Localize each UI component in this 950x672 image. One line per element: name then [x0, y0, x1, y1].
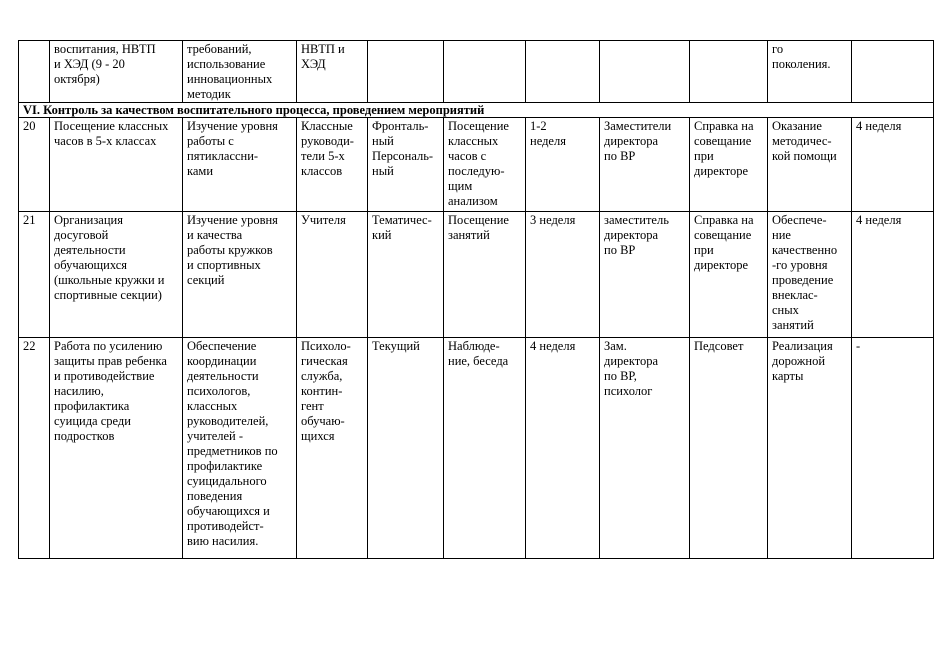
cell-summary: Педсовет [690, 338, 768, 559]
cell-period: 1-2 неделя [526, 118, 600, 212]
table-row [19, 118, 934, 212]
section-title: VI. Контроль за качеством воспитательного процесса, проведением мероприятий [19, 103, 934, 118]
section-header-row [19, 103, 934, 118]
table-row [19, 338, 934, 559]
cell-recheck: - [852, 338, 934, 559]
cell-responsible [600, 41, 690, 103]
cell-responsible: заместитель директора по ВР [600, 212, 690, 338]
cell-period: 3 неделя [526, 212, 600, 338]
cell-decision: Обеспече- ние качественно -го уровня проведение внеклас- сных занятий [768, 212, 852, 338]
cell-num: 20 [19, 118, 50, 212]
cell-method [444, 41, 526, 103]
cell-responsible: Зам. директора по ВР, психолог [600, 338, 690, 559]
cell-title: Организация досуговой деятельности обучающихся (школьные кружки и спортивные секции) [50, 212, 183, 338]
cell-decision: го поколения. [768, 41, 852, 103]
cell-goal: Изучение уровня работы с пятиклассни- ками [183, 118, 297, 212]
cell-object: Учителя [297, 212, 368, 338]
cell-num: 22 [19, 338, 50, 559]
cell-title: воспитания, НВТП и ХЭД (9 - 20 октября) [50, 41, 183, 103]
cell-method: Наблюде- ние, беседа [444, 338, 526, 559]
cell-type: Текущий [368, 338, 444, 559]
control-plan-table [18, 40, 934, 559]
cell-type: Тематичес- кий [368, 212, 444, 338]
cell-object: Психоло- гическая служба, контин- гент обучаю- щихся [297, 338, 368, 559]
cell-summary [690, 41, 768, 103]
cell-period [526, 41, 600, 103]
cell-num: 21 [19, 212, 50, 338]
cell-goal: Изучение уровня и качества работы кружков и спортивных секций [183, 212, 297, 338]
cell-recheck: 4 неделя [852, 212, 934, 338]
cell-object: Классные руководи- тели 5-х классов [297, 118, 368, 212]
cell-object: НВТП и ХЭД [297, 41, 368, 103]
cell-responsible: Заместители директора по ВР [600, 118, 690, 212]
table-row-continued [19, 41, 934, 103]
cell-goal: Обеспечение координации деятельности психологов, классных руководителей, учителей - предметников по профилактике суицидального поведения обучающихся и противодейст- вию насилия. [183, 338, 297, 559]
cell-recheck [852, 41, 934, 103]
cell-type: Фронталь- ный Персональ- ный [368, 118, 444, 212]
cell-title: Работа по усилению защиты прав ребенка и противодействие насилию, профилактика суицида среди подростков [50, 338, 183, 559]
cell-recheck: 4 неделя [852, 118, 934, 212]
cell-type [368, 41, 444, 103]
cell-summary: Справка на совещание при директоре [690, 212, 768, 338]
cell-decision: Оказание методичес- кой помощи [768, 118, 852, 212]
cell-decision: Реализация дорожной карты [768, 338, 852, 559]
cell-num [19, 41, 50, 103]
cell-method: Посещение классных часов с последую- щим анализом [444, 118, 526, 212]
cell-summary: Справка на совещание при директоре [690, 118, 768, 212]
cell-title: Посещение классных часов в 5-х классах [50, 118, 183, 212]
cell-method: Посещение занятий [444, 212, 526, 338]
cell-goal: требований, использование инновационных методик [183, 41, 297, 103]
table-row [19, 212, 934, 338]
cell-period: 4 неделя [526, 338, 600, 559]
